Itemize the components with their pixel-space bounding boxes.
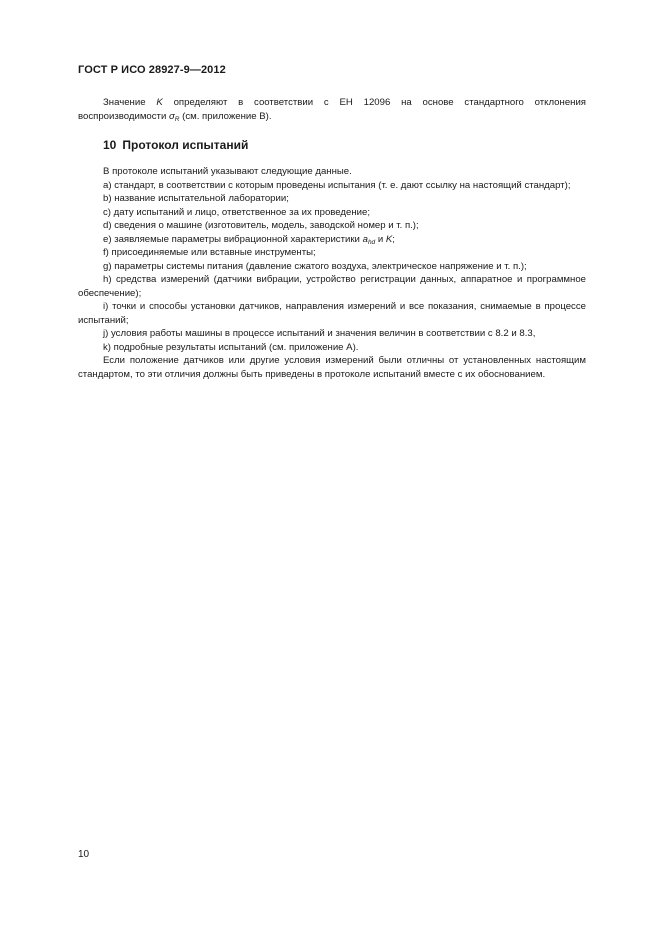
symbol-a-subscript: hd: [367, 238, 376, 246]
section-heading: [78, 137, 586, 153]
intro-paragraph: [78, 96, 586, 123]
page-number: 10: [78, 849, 90, 860]
list-item-c: c) дату испытаний и лицо, ответственное за их проведение;: [103, 206, 370, 218]
intro-text-2: определяют в соответствии с ЕН 12096 на основе стандартного отклонения воспроизводимости: [78, 97, 587, 122]
item-e-text-3: ;: [392, 233, 395, 245]
symbol-k-2: K: [385, 233, 393, 245]
list-item-h: h) средства измерений (датчики вибрации, устройство регистрации данных, аппаратное и программное обеспечение);: [78, 274, 586, 299]
list-item-e: [78, 233, 586, 247]
symbol-sigma-subscript: R: [174, 115, 180, 123]
section-title: Протокол испытаний: [122, 138, 249, 152]
intro-text-3: (см. приложение В).: [179, 110, 272, 122]
intro-text-1: Значение: [103, 97, 157, 108]
list-item-f: f) присоединяемые или вставные инструменты;: [103, 247, 316, 258]
list-item-a: a) стандарт, в соответствии с которым проведены испытания (т. е. дают ссылку на настоящий стандарт);: [103, 179, 571, 191]
document-body: [78, 96, 586, 381]
item-e-text-1: e) заявляемые параметры вибрационной характеристики: [103, 233, 363, 245]
list-item-j: j) условия работы машины в процессе испытаний и значения величин в соответствии с 8.2 и 8.3,: [103, 328, 536, 339]
document-header: ГОСТ Р ИСО 28927-9—2012: [78, 64, 226, 76]
section-number: 10: [103, 138, 117, 152]
list-item-i: i) точки и способы установки датчиков, направления измерений и все показания, снимаемые в процессе испытаний;: [78, 301, 586, 326]
list-item-k: k) подробные результаты испытаний (см. приложение А).: [103, 341, 359, 353]
list-item-d: d) сведения о машине (изготовитель, модель, заводской номер и т. п.);: [103, 220, 419, 231]
item-e-text-2: и: [375, 233, 386, 245]
list-lead: В протоколе испытаний указывают следующие данные.: [103, 166, 352, 177]
list-item-b: b) название испытательной лаборатории;: [103, 193, 289, 204]
symbol-sigma: σ: [168, 110, 175, 122]
list-item-g: g) параметры системы питания (давление сжатого воздуха, электрическое напряжение и т. п.);: [103, 260, 527, 272]
closing-paragraph: Если положение датчиков или другие условия измерений были отличны от установленных настоящим стандартом, то эти отличия должны быть приведены в протоколе испытаний вместе с их обоснованием.: [78, 355, 586, 380]
symbol-k: K: [156, 97, 163, 108]
symbol-a: a: [362, 233, 368, 245]
